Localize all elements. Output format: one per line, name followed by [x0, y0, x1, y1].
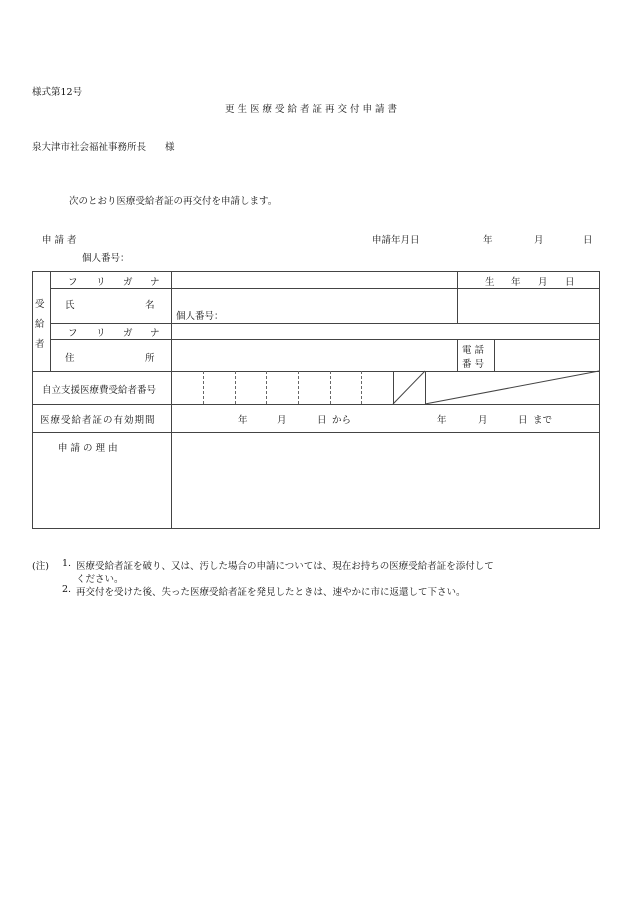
recipient-label-3: 者	[35, 339, 45, 350]
application-month: 月	[534, 235, 544, 246]
applicant-my-number-label: 個人番号：	[82, 253, 130, 264]
validity-from-day: 日	[317, 415, 327, 426]
validity-from-month: 月	[277, 415, 287, 426]
form-page: 様式第12号 更生医療受給者証再交付申請書 泉大津市社会福祉事務所長 様 次のとおり医療受給者証の再交付を申請します。 申 請 者 個人番号： 申請年月日 年 月 日 受 給 者 フ リ ガ ナ 氏 名 個人番号： 生 年 月 日 フ リ ガ ナ 住 所 電 話 番 号 自立支援医療費受給者番号 医療受給者証の有効期間 年 月 日 から 年 月 日 まで 申 請 の 理 由 (注) 1. 医療受給者証を破り、又は、汚した場合の申請については、現在お持ちの医療受給者証を添付して ください。 2. 再交付を受けた後、失った医療受給者証を発見したときは、速やかに市に返還して下さい。	[0, 0, 630, 903]
validity-from-year: 年	[238, 415, 248, 426]
note-2-text: 再交付を受けた後、失った医療受給者証を発見したときは、速やかに市に返還して下さい。	[76, 587, 466, 598]
note-2-number: 2.	[62, 584, 72, 595]
application-year: 年	[483, 235, 493, 246]
applicant-label: 申 請 者	[42, 235, 77, 246]
application-day: 日	[583, 235, 593, 246]
validity-to-year: 年	[437, 415, 447, 426]
name-label-2: 名	[145, 300, 155, 311]
note-1-text: 医療受給者証を破り、又は、汚した場合の申請については、現在お持ちの医療受給者証を添付して	[76, 561, 494, 572]
note-1-continuation: ください。	[76, 574, 124, 585]
phone-label-2: 番 号	[462, 359, 485, 370]
application-date-label: 申請年月日	[372, 235, 420, 246]
addressee: 泉大津市社会福祉事務所長 様	[32, 142, 175, 153]
notes-label: (注)	[32, 561, 49, 572]
form-number: 様式第12号	[32, 87, 83, 98]
validity-to-month: 月	[478, 415, 488, 426]
intro-text: 次のとおり医療受給者証の再交付を申請します。	[69, 196, 278, 207]
reason-label: 申 請 の 理 由	[58, 443, 118, 454]
recipient-label-2: 給	[35, 319, 45, 330]
validity-label: 医療受給者証の有効期間	[40, 415, 156, 426]
name-label-1: 氏	[65, 300, 75, 311]
validity-from-suffix: から	[332, 415, 352, 426]
validity-to-day: 日	[518, 415, 528, 426]
my-number-label: 個人番号：	[176, 311, 224, 322]
address-label-1: 住	[65, 353, 75, 364]
note-1-number: 1.	[62, 558, 72, 569]
address-label-2: 所	[145, 353, 155, 364]
recipient-label-1: 受	[35, 299, 45, 310]
phone-label-1: 電 話	[462, 345, 485, 356]
recipient-number-label: 自立支援医療費受給者番号	[42, 385, 157, 396]
validity-to-suffix: まで	[533, 415, 553, 426]
form-title: 更生医療受給者証再交付申請書	[225, 104, 401, 115]
